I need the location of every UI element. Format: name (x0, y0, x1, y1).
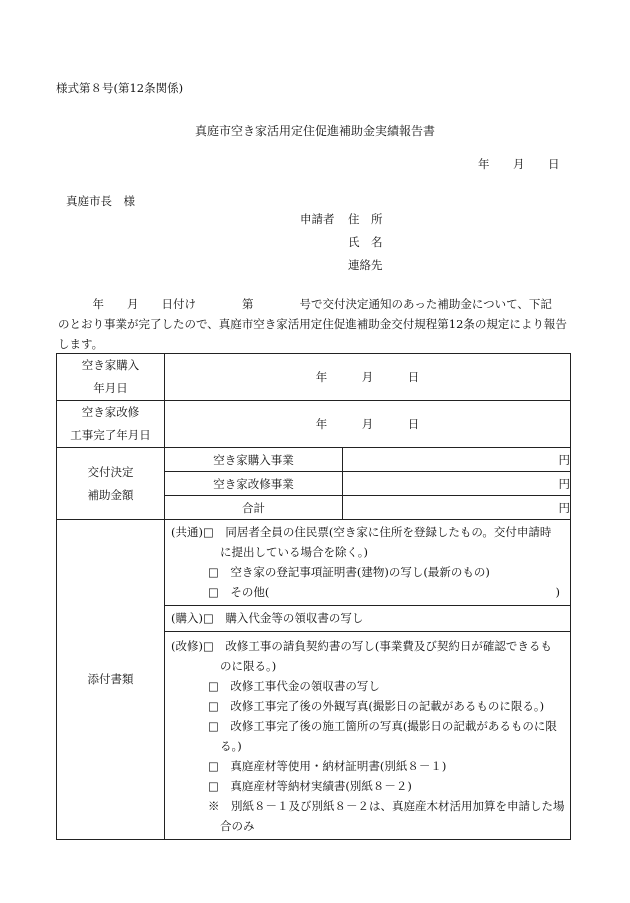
purchase-date-label-1: 空き家購入 (81, 358, 140, 372)
attachments-purchase (165, 606, 570, 632)
attachments-renovation (165, 632, 570, 839)
purchase-date-value[interactable]: 年 月 日 (165, 354, 571, 401)
attachments-common (165, 520, 570, 606)
form-number: 様式第８号(第12条関係) (56, 81, 184, 95)
purchase-date-row (57, 354, 571, 401)
purchase-date-label (57, 354, 165, 401)
renovation-line-3[interactable]: □ 改修工事代金の領収書の写し (208, 679, 380, 693)
renovation-line-7[interactable]: □ 真庭産材等使用・納材証明書(別紙８－１) (208, 759, 447, 773)
renovation-line-6: る。) (220, 739, 242, 753)
attachments-label: 添付書類 (57, 520, 165, 840)
renovation-date-label-1: 空き家改修 (81, 405, 140, 419)
renovation-line-2: のに限る。) (220, 659, 277, 673)
date-year: 年 (478, 157, 490, 171)
body-line-3: します。 (58, 337, 104, 351)
date-day: 日 (548, 157, 560, 171)
renovation-date-label (57, 401, 165, 448)
grant-amount-purchase[interactable]: 円 (343, 448, 571, 472)
report-body-text (58, 294, 578, 354)
attachments-row (57, 520, 571, 840)
common-line-3[interactable]: □ 空き家の登記事項証明書(建物)の写し(最新のもの) (208, 565, 490, 579)
renovation-line-1[interactable]: (改修)□ 改修工事の請負契約書の写し(事業費及び契約日が確認できるも (171, 639, 552, 653)
attachments-list (165, 520, 571, 840)
common-other-label: □ その他( (208, 585, 270, 599)
address-label: 住 所 (348, 212, 383, 226)
renovation-note-1: ※ 別紙８－１及び別紙８－２は、真庭産木材活用加算を申請した場 (208, 799, 565, 813)
grant-label-2: 補助金額 (87, 487, 134, 502)
renovation-line-8[interactable]: □ 真庭産材等納材実績書(別紙８－２) (208, 779, 412, 793)
report-table (56, 353, 571, 840)
addressee: 真庭市長 様 (66, 194, 135, 208)
purchase-date-label-2: 年月日 (93, 381, 128, 395)
renovation-line-4[interactable]: □ 改修工事完了後の外観写真(撮影日の記載があるものに限る。) (208, 699, 545, 713)
contact-label: 連絡先 (348, 258, 383, 272)
name-label: 氏 名 (348, 235, 383, 249)
grant-item-renovation: 空き家改修事業 (165, 472, 343, 496)
body-line-2: のとおり事業が完了したので、真庭市空き家活用定住促進補助金交付規程第12条の規定により報告 (58, 317, 567, 331)
renovation-line-5[interactable]: □ 改修工事完了後の施工箇所の写真(撮影日の記載があるものに限 (208, 719, 557, 733)
grant-amount-renovation[interactable]: 円 (343, 472, 571, 496)
grant-row-purchase (57, 448, 571, 472)
grant-item-total: 合計 (165, 496, 343, 520)
grant-item-purchase: 空き家購入事業 (165, 448, 343, 472)
renovation-date-row (57, 401, 571, 448)
renovation-note-2: 合のみ (220, 819, 255, 833)
grant-amount-label (57, 448, 165, 520)
grant-label-1: 交付決定 (87, 464, 134, 479)
body-line-1: 年 月 日付け 第 号で交付決定通知のあった補助金について、下記 (58, 297, 552, 311)
common-line-2: に提出している場合を除く。) (220, 545, 369, 559)
document-title: 真庭市空き家活用定住促進補助金実績報告書 (194, 124, 435, 138)
date-month: 月 (513, 157, 525, 171)
common-line-4[interactable] (171, 582, 566, 602)
common-other-close: ) (555, 585, 560, 599)
grant-amount-total[interactable]: 円 (343, 496, 571, 520)
common-line-1[interactable]: (共通)□ 同居者全員の住民票(空き家に住所を登録したもの。交付申請時 (171, 525, 552, 539)
purchase-line-1[interactable]: (購入)□ 購入代金等の領収書の写し (171, 611, 364, 625)
applicant-label: 申請者 (300, 212, 335, 226)
renovation-date-label-2: 工事完了年月日 (70, 428, 151, 442)
renovation-date-value[interactable]: 年 月 日 (165, 401, 571, 448)
